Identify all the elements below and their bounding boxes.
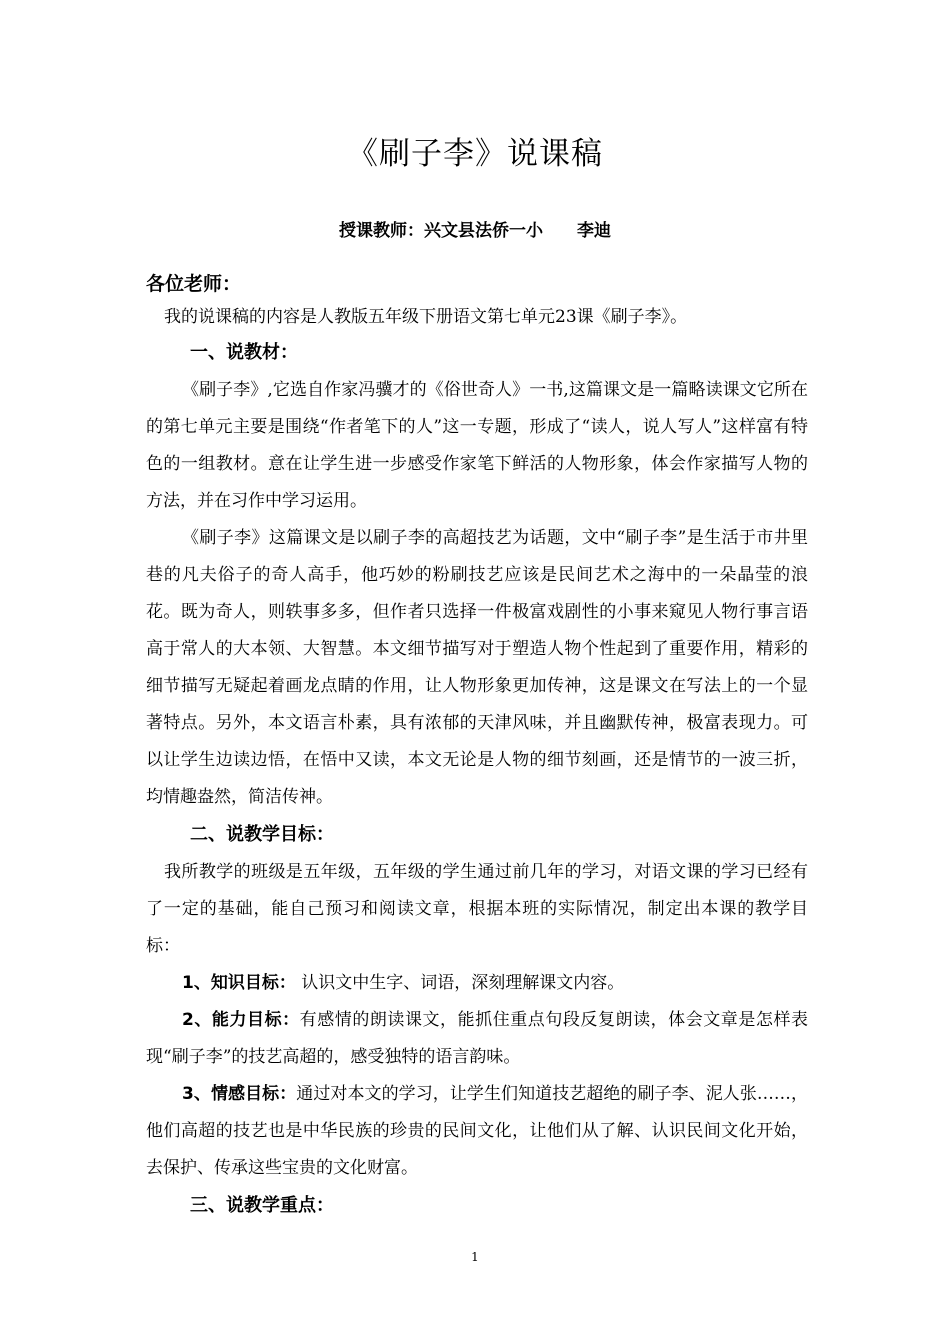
page-number: 1	[471, 1250, 479, 1264]
goal-text: 认识文中生字、词语，深刻理解课文内容。	[295, 973, 625, 993]
goal-knowledge	[146, 965, 808, 1002]
goal-label: 1、知识目标：	[182, 973, 296, 993]
paragraph-textbook-2: 《刷子李》这篇课文是以刷子李的高超技艺为话题，文中“刷子李”是生活于市井里巷的凡夫俗子的奇人高手，他巧妙的粉刷技艺应该是民间艺术之海中的一朵晶莹的浪花。既为奇人，则轶事多多，但作者只选择一件极富戏剧性的小事来窥见人物行事言语高于常人的大本领、大智慧。本文细节描写对于塑造人物个性起到了重要作用，精彩的细节描写无疑起着画龙点睛的作用，让人物形象更加传神，这是课文在写法上的一个显著特点。另外，本文语言朴素，具有浓郁的天津风味，并且幽默传神，极富表现力。可以让学生边读边悟，在悟中又读，本文无论是人物的细节刻画，还是情节的一波三折，均情趣盎然，简洁传神。	[146, 528, 808, 807]
goal-ability	[146, 1002, 808, 1076]
intro-paragraph: 我的说课稿的内容是人教版五年级下册语文第七单元23课《刷子李》。	[164, 307, 688, 327]
goal-text: 有感情的朗读课文，能抓住重点句段反复朗读，体会文章是怎样表现“刷子李”的技艺高超的，感受独特的语言韵味。	[146, 1010, 808, 1067]
goal-label: 3、情感目标：	[182, 1084, 297, 1104]
goal-emotion	[146, 1076, 808, 1187]
paragraph-goals-intro: 我所教学的班级是五年级，五年级的学生通过前几年的学习，对语文课的学习已经有了一定的基础，能自己预习和阅读文章，根据本班的实际情况，制定出本课的教学目标：	[146, 862, 808, 956]
paragraph-textbook-1: 《刷子李》,它选自作家冯骥才的《俗世奇人》一书,这篇课文是一篇略读课文它所在的第七单元主要是围绕“作者笔下的人”这一专题，形成了“读人，说人写人”这样富有特色的一组教材。意在让学生进一步感受作家笔下鲜活的人物形象，体会作家描写人物的方法，并在习作中学习运用。	[146, 380, 808, 511]
goal-label: 2、能力目标：	[182, 1010, 300, 1030]
section-heading-key-points: 三、说教学重点：	[190, 1195, 334, 1216]
document-body	[146, 268, 808, 1225]
document-title: 《刷子李》说课稿	[347, 136, 603, 172]
section-heading-goals: 二、说教学目标：	[190, 824, 334, 845]
goal-text: 通过对本文的学习，让学生们知道技艺超绝的刷子李、泥人张……，他们高超的技艺也是中华民族的珍贵的民间文化，让他们从了解、认识民间文化开始，去保护、传承这些宝贵的文化财富。	[146, 1084, 808, 1178]
byline-name: 李迪	[577, 221, 611, 241]
author-byline	[0, 216, 950, 241]
byline-label: 授课教师：兴文县法侨一小	[339, 221, 543, 241]
section-heading-textbook: 一、说教材：	[190, 342, 298, 363]
greeting: 各位老师：	[146, 273, 242, 295]
